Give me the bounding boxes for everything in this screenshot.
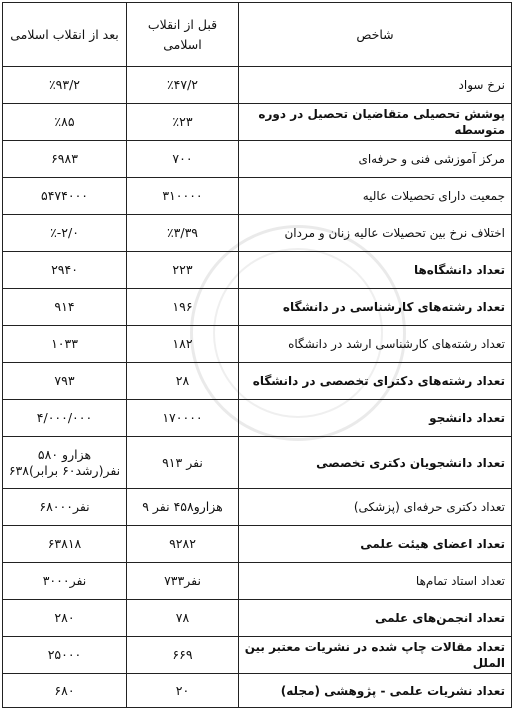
- cell-after: ٪۹۳/۲: [3, 67, 127, 104]
- cell-indicator: تعداد اعضای هیئت علمی: [239, 526, 512, 563]
- table-row: [3, 104, 512, 141]
- header-before-line-1: قبل از انقلاب: [147, 16, 218, 32]
- table-row: [3, 526, 512, 563]
- cell-after: ۳۰۰۰نفر: [3, 563, 127, 600]
- cell-indicator: تعداد دانشجویان دکتری تخصصی: [239, 437, 512, 489]
- header-before-line-2: اسلامی: [163, 36, 202, 52]
- table-row: [3, 363, 512, 400]
- table-wrapper: [2, 2, 511, 700]
- cell-after: ۶۹۸۳: [3, 141, 127, 178]
- cell-before: ۹۲۸۲: [127, 526, 239, 563]
- cell-indicator: پوشش تحصیلی متقاضیان تحصیل در دوره متوسطه: [239, 104, 512, 141]
- header-after: بعد از انقلاب اسلامی: [3, 3, 127, 67]
- cell-after-line-1: ۵۸۰ هزارو: [37, 446, 92, 462]
- table-row: [3, 289, 512, 326]
- cell-before: ۷۸: [127, 600, 239, 637]
- table-row: [3, 252, 512, 289]
- cell-after: ۵۴۷۴۰۰۰: [3, 178, 127, 215]
- cell-indicator: تعداد رشته‌های کارشناسی در دانشگاه: [239, 289, 512, 326]
- cell-after-line-2: ۶۳۸نفر(رشد۶۰ برابر): [8, 462, 121, 478]
- cell-indicator: جمعیت دارای تحصیلات عالیه: [239, 178, 512, 215]
- cell-indicator: تعداد مقالات چاپ شده در نشریات معتبر بین الملل: [239, 637, 512, 674]
- table-row: [3, 400, 512, 437]
- cell-before: ۲۸: [127, 363, 239, 400]
- table-row: [3, 674, 512, 708]
- cell-indicator: تعداد دانشجو: [239, 400, 512, 437]
- cell-after: ۶۸۰۰۰نفر: [3, 489, 127, 526]
- cell-before: ٪۲۳: [127, 104, 239, 141]
- cell-after: ٪-۲/۰: [3, 215, 127, 252]
- cell-before: ۳۱۰۰۰۰: [127, 178, 239, 215]
- table-row: [3, 600, 512, 637]
- table-row: [3, 437, 512, 489]
- cell-after: ۲۸۰: [3, 600, 127, 637]
- comparison-table: [2, 2, 512, 708]
- table-row: [3, 489, 512, 526]
- cell-before: ۶۶۹: [127, 637, 239, 674]
- cell-after: ۶۸۰: [3, 674, 127, 708]
- cell-indicator: تعداد دانشگاه‌ها: [239, 252, 512, 289]
- header-before: [127, 3, 239, 67]
- cell-after: ۲۵۰۰۰: [3, 637, 127, 674]
- cell-before: ۲۲۳: [127, 252, 239, 289]
- cell-before: ۷۳۳نفر: [127, 563, 239, 600]
- cell-before: ۹ هزارو۴۵۸ نفر: [127, 489, 239, 526]
- cell-after: ۴/۰۰۰/۰۰۰: [3, 400, 127, 437]
- cell-after: ۲۹۴۰: [3, 252, 127, 289]
- table-row: [3, 637, 512, 674]
- cell-after: ۹۱۴: [3, 289, 127, 326]
- cell-indicator: تعداد رشته‌های دکترای تخصصی در دانشگاه: [239, 363, 512, 400]
- cell-after: [3, 437, 127, 489]
- cell-before: ۱۸۲: [127, 326, 239, 363]
- cell-before: ۹۱۳ نفر: [127, 437, 239, 489]
- cell-before: ٪۳/۳۹: [127, 215, 239, 252]
- table-row: [3, 326, 512, 363]
- cell-indicator: تعداد نشریات علمی - پژوهشی (مجله): [239, 674, 512, 708]
- header-row: [3, 3, 512, 67]
- header-indicator: شاخص: [239, 3, 512, 67]
- cell-indicator: تعداد دکتری حرفه‌ای (پزشکی): [239, 489, 512, 526]
- table-row: [3, 141, 512, 178]
- table-row: [3, 215, 512, 252]
- cell-before: ٪۴۷/۲: [127, 67, 239, 104]
- cell-indicator: مرکز آموزشی فنی و حرفه‌ای: [239, 141, 512, 178]
- cell-after: ٪۸۵: [3, 104, 127, 141]
- cell-before: ۲۰: [127, 674, 239, 708]
- cell-after: ۱۰۳۳: [3, 326, 127, 363]
- cell-indicator: اختلاف نرخ بین تحصیلات عالیه زنان و مردان: [239, 215, 512, 252]
- cell-before: ۱۷۰۰۰۰: [127, 400, 239, 437]
- cell-after: ۶۳۸۱۸: [3, 526, 127, 563]
- table-row: [3, 178, 512, 215]
- cell-before: ۷۰۰: [127, 141, 239, 178]
- cell-indicator: نرخ سواد: [239, 67, 512, 104]
- table-row: [3, 67, 512, 104]
- cell-indicator: تعداد انجمن‌های علمی: [239, 600, 512, 637]
- cell-indicator: تعداد رشته‌های کارشناسی ارشد در دانشگاه: [239, 326, 512, 363]
- cell-after: ۷۹۳: [3, 363, 127, 400]
- cell-before: ۱۹۶: [127, 289, 239, 326]
- cell-indicator: تعداد استاد تمام‌ها: [239, 563, 512, 600]
- table-row: [3, 563, 512, 600]
